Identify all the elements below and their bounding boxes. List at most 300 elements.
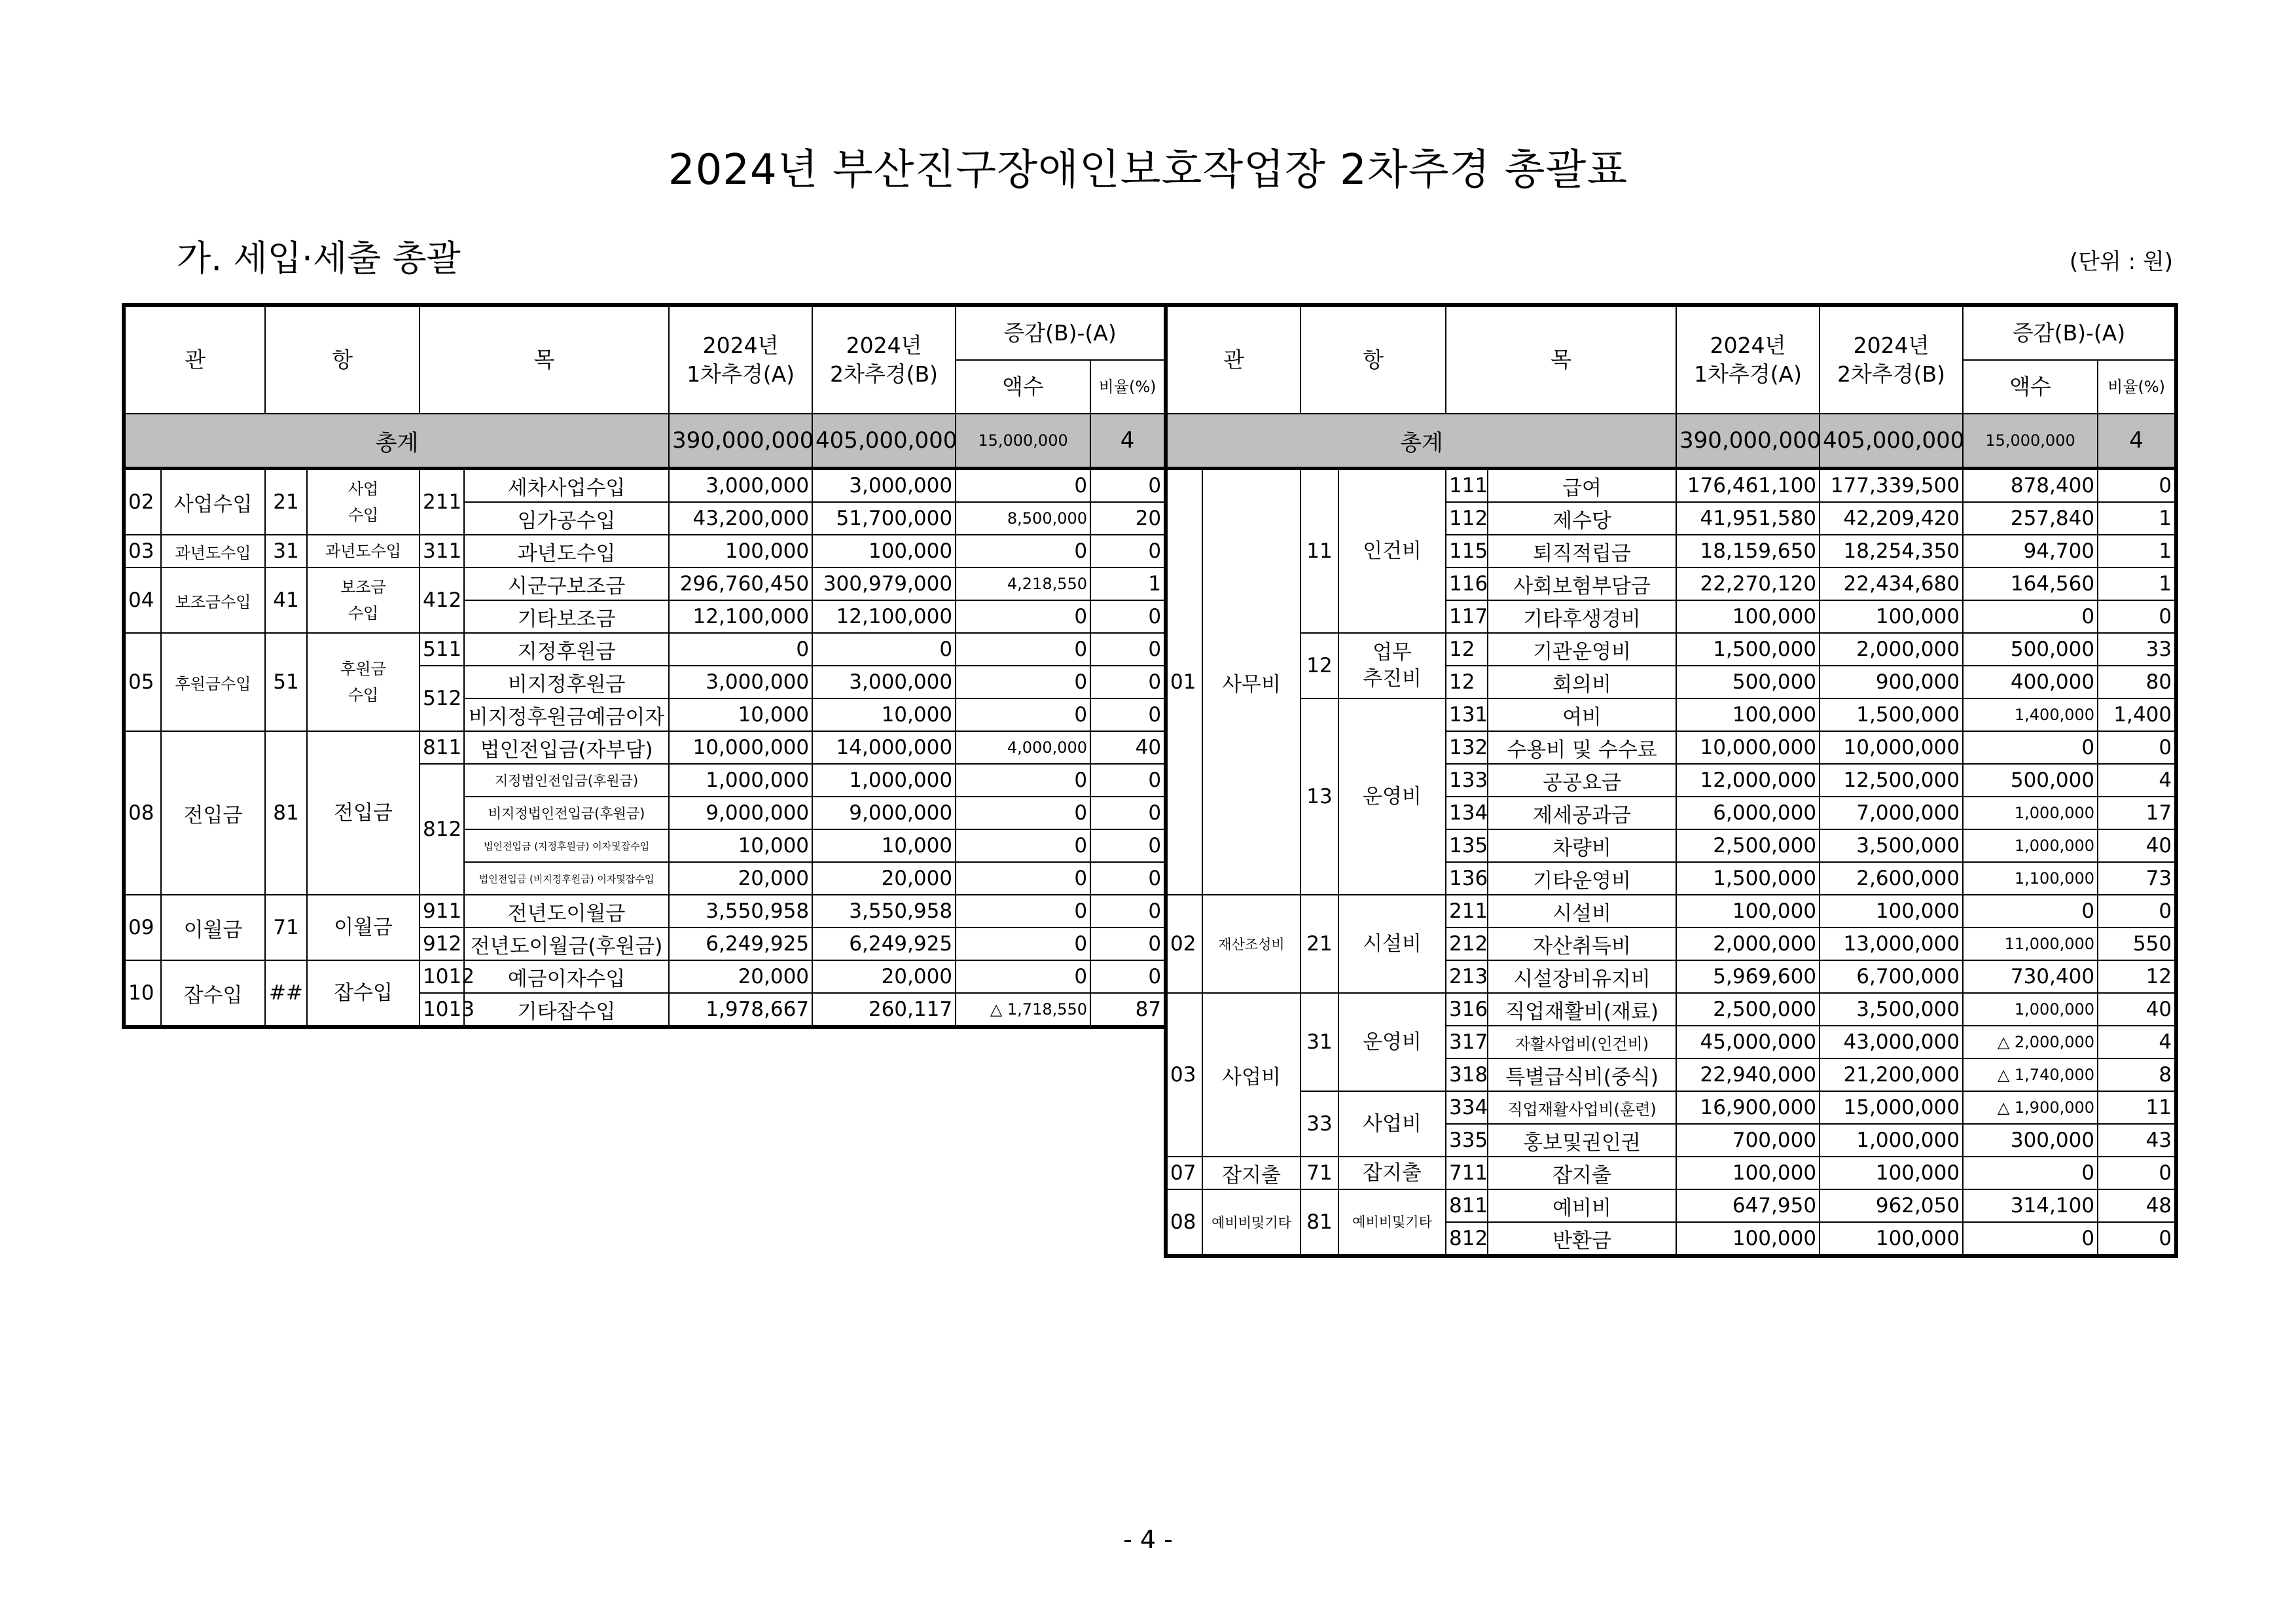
mok-name: 잡지출: [1488, 1157, 1676, 1189]
header-hang: 항: [265, 305, 420, 414]
diff-amount-cell: 0: [1963, 731, 2098, 764]
value-a: 10,000,000: [669, 731, 812, 764]
mok-name: 지정법인전입금(후원금): [464, 764, 669, 797]
value-b: 962,050: [1820, 1189, 1963, 1222]
value-b: 100,000: [1820, 1222, 1963, 1256]
value-a: 20,000: [669, 960, 812, 993]
value-b: 10,000: [812, 698, 956, 731]
value-b: 6,700,000: [1820, 960, 1963, 993]
hang-name: 사업 수입: [307, 469, 420, 535]
ratio: 0: [2098, 1222, 2176, 1256]
mok-name: 직업재활사업비(훈련): [1488, 1091, 1676, 1124]
ratio: 0: [2098, 1157, 2176, 1189]
ratio: 0: [1090, 469, 1166, 503]
diff-amount-cell: 0: [956, 698, 1090, 731]
value-a: 647,950: [1676, 1189, 1820, 1222]
diff-amount-cell: 0: [956, 469, 1090, 503]
value-b: 900,000: [1820, 666, 1963, 698]
table-row: [124, 469, 1166, 503]
value-a: 100,000: [1676, 1157, 1820, 1189]
diff-amount-cell: 0: [956, 535, 1090, 568]
ratio: 0: [1090, 928, 1166, 960]
diff-amount-cell: 0: [1963, 600, 2098, 633]
unit-label: (단위 : 원): [2069, 249, 2173, 275]
diff-amount-cell: 1,100,000: [1963, 862, 2098, 895]
value-a: 12,100,000: [669, 600, 812, 633]
mok-code: 134: [1446, 797, 1488, 829]
value-a: 1,500,000: [1676, 862, 1820, 895]
value-b: 2,000,000: [1820, 633, 1963, 666]
value-b: 10,000: [812, 829, 956, 862]
diff-amount-cell: 94,700: [1963, 535, 2098, 568]
hang-code: 33: [1300, 1091, 1338, 1157]
total-row: [1166, 414, 2176, 469]
ratio: 0: [1090, 895, 1166, 928]
mok-name: 기타후생경비: [1488, 600, 1676, 633]
value-b: 12,100,000: [812, 600, 956, 633]
mok-name: 시설비: [1488, 895, 1676, 928]
mok-code: 131: [1446, 698, 1488, 731]
hang-code: 11: [1300, 469, 1338, 634]
value-b: 100,000: [1820, 895, 1963, 928]
ratio: 1: [2098, 568, 2176, 600]
value-b: 12,500,000: [1820, 764, 1963, 797]
hang-code: 21: [1300, 895, 1338, 993]
mok-name: 수용비 및 수수료: [1488, 731, 1676, 764]
value-b: 7,000,000: [1820, 797, 1963, 829]
mok-code: 1012: [420, 960, 464, 993]
value-a: 3,550,958: [669, 895, 812, 928]
value-a: 41,951,580: [1676, 502, 1820, 535]
total-label: 총계: [1166, 414, 1676, 469]
value-a: 10,000: [669, 698, 812, 731]
mok-code: 316: [1446, 993, 1488, 1026]
hang-code: 31: [265, 535, 307, 568]
gwan-name: 잡수입: [161, 960, 265, 1027]
value-a: 1,500,000: [1676, 633, 1820, 666]
header-col-b: 2024년 2차추경(B): [1820, 305, 1963, 414]
table-row: [1166, 633, 2176, 666]
total-row: [124, 414, 1166, 469]
mok-name: 자활사업비(인건비): [1488, 1026, 1676, 1058]
hang-code: 31: [1300, 993, 1338, 1091]
value-b: 9,000,000: [812, 797, 956, 829]
diff-amount-cell: 4,218,550: [956, 568, 1090, 600]
value-a: 22,270,120: [1676, 568, 1820, 600]
value-b: 260,117: [812, 993, 956, 1027]
table-row: [1166, 895, 2176, 928]
ratio: 33: [2098, 633, 2176, 666]
mok-name: 기타운영비: [1488, 862, 1676, 895]
header-ratio: 비율(%): [2098, 360, 2176, 414]
table-row: [1166, 993, 2176, 1026]
header-ratio: 비율(%): [1090, 360, 1166, 414]
mok-name: 비지정법인전입금(후원금): [464, 797, 669, 829]
mok-name: 임가공수입: [464, 502, 669, 535]
hang-name: 시설비: [1338, 895, 1446, 993]
mok-name: 시설장비유지비: [1488, 960, 1676, 993]
value-a: 0: [669, 633, 812, 666]
value-b: 0: [812, 633, 956, 666]
header-diff: 증감(B)-(A): [1963, 305, 2176, 360]
gwan-code: 08: [124, 731, 161, 895]
ratio: 11: [2098, 1091, 2176, 1124]
table-row: [124, 535, 1166, 568]
ratio: 0: [1090, 797, 1166, 829]
hang-code: 81: [1300, 1189, 1338, 1256]
ratio: 0: [1090, 535, 1166, 568]
ratio: 40: [2098, 993, 2176, 1026]
gwan-name: 예비비및기타: [1202, 1189, 1300, 1256]
value-a: 100,000: [1676, 600, 1820, 633]
mok-name: 예금이자수입: [464, 960, 669, 993]
header-gwan: 관: [1166, 305, 1300, 414]
table-row: [124, 731, 1166, 764]
diff-amount-cell: 11,000,000: [1963, 928, 2098, 960]
mok-name: 세차사업수입: [464, 469, 669, 503]
ratio: 0: [1090, 600, 1166, 633]
value-b: 100,000: [1820, 600, 1963, 633]
diff-amount-cell: 400,000: [1963, 666, 2098, 698]
diff-amount-cell: 878,400: [1963, 469, 2098, 503]
gwan-name: 사업수입: [161, 469, 265, 535]
value-a: 100,000: [1676, 895, 1820, 928]
value-a: 43,200,000: [669, 502, 812, 535]
mok-code: 135: [1446, 829, 1488, 862]
value-b: 51,700,000: [812, 502, 956, 535]
mok-name: 기관운영비: [1488, 633, 1676, 666]
gwan-code: 09: [124, 895, 161, 960]
value-b: 13,000,000: [1820, 928, 1963, 960]
mok-code: 212: [1446, 928, 1488, 960]
diff-amount-cell: 1,000,000: [1963, 797, 2098, 829]
diff-amount-cell: 164,560: [1963, 568, 2098, 600]
value-b: 42,209,420: [1820, 502, 1963, 535]
mok-code: 511: [420, 633, 464, 666]
ratio: 8: [2098, 1058, 2176, 1091]
mok-name: 차량비: [1488, 829, 1676, 862]
mok-code: 812: [1446, 1222, 1488, 1256]
ratio: 0: [1090, 960, 1166, 993]
gwan-code: 02: [124, 469, 161, 535]
value-b: 43,000,000: [1820, 1026, 1963, 1058]
gwan-name: 사무비: [1202, 469, 1300, 895]
header-col-b: 2024년 2차추경(B): [812, 305, 956, 414]
gwan-code: 03: [124, 535, 161, 568]
hang-code: 51: [265, 633, 307, 731]
total-ratio: 4: [2098, 414, 2176, 469]
value-b: 3,550,958: [812, 895, 956, 928]
mok-code: 334: [1446, 1091, 1488, 1124]
ratio: 0: [1090, 666, 1166, 698]
section-title: 가. 세입·세출 총괄: [177, 238, 461, 279]
mok-code: 133: [1446, 764, 1488, 797]
diff-amount-cell: 0: [1963, 1222, 2098, 1256]
mok-code: 1013: [420, 993, 464, 1027]
mok-code: 911: [420, 895, 464, 928]
value-a: 12,000,000: [1676, 764, 1820, 797]
ratio: 1,400: [2098, 698, 2176, 731]
mok-code: 412: [420, 568, 464, 633]
mok-name: 퇴직적립금: [1488, 535, 1676, 568]
diff-amount-cell: 0: [1963, 1157, 2098, 1189]
table-row: [124, 895, 1166, 928]
header-col-a: 2024년 1차추경(A): [669, 305, 812, 414]
diff-amount-cell: 0: [956, 862, 1090, 895]
value-b: 1,000,000: [812, 764, 956, 797]
mok-code: 115: [1446, 535, 1488, 568]
table-row: [1166, 1157, 2176, 1189]
mok-name: 지정후원금: [464, 633, 669, 666]
gwan-name: 사업비: [1202, 993, 1300, 1157]
hang-name: 보조금 수입: [307, 568, 420, 633]
mok-name: 비지정후원금: [464, 666, 669, 698]
diff-amount-cell: 1,000,000: [1963, 829, 2098, 862]
mok-name: 비지정후원금예금이자: [464, 698, 669, 731]
mok-code: 512: [420, 666, 464, 731]
mok-code: 912: [420, 928, 464, 960]
diff-amount-cell: 257,840: [1963, 502, 2098, 535]
value-a: 10,000,000: [1676, 731, 1820, 764]
total-ratio: 4: [1090, 414, 1166, 469]
mok-name: 전년도이월금: [464, 895, 669, 928]
ratio: 0: [1090, 862, 1166, 895]
value-b: 1,000,000: [1820, 1124, 1963, 1157]
hang-name: 운영비: [1338, 993, 1446, 1091]
value-b: 20,000: [812, 862, 956, 895]
mok-name: 직업재활비(재료): [1488, 993, 1676, 1026]
value-a: 18,159,650: [1676, 535, 1820, 568]
diff-amount-cell: 300,000: [1963, 1124, 2098, 1157]
value-b: 14,000,000: [812, 731, 956, 764]
gwan-code: 08: [1166, 1189, 1202, 1256]
value-a: 100,000: [669, 535, 812, 568]
ratio: 87: [1090, 993, 1166, 1027]
mok-name: 제세공과금: [1488, 797, 1676, 829]
mok-code: 317: [1446, 1026, 1488, 1058]
mok-code: 112: [1446, 502, 1488, 535]
ratio: 80: [2098, 666, 2176, 698]
hang-code: 41: [265, 568, 307, 633]
header-hang: 항: [1300, 305, 1446, 414]
ratio: 0: [2098, 731, 2176, 764]
value-b: 177,339,500: [1820, 469, 1963, 503]
diff-amount-cell: 314,100: [1963, 1189, 2098, 1222]
gwan-name: 재산조성비: [1202, 895, 1300, 993]
hang-name: 이월금: [307, 895, 420, 960]
value-b: 3,000,000: [812, 469, 956, 503]
ratio: 48: [2098, 1189, 2176, 1222]
diff-amount-cell: △ 1,900,000: [1963, 1091, 2098, 1124]
hang-name: 사업비: [1338, 1091, 1446, 1157]
table-row: [124, 960, 1166, 993]
gwan-name: 과년도수입: [161, 535, 265, 568]
value-a: 500,000: [1676, 666, 1820, 698]
mok-name: 기타잡수입: [464, 993, 669, 1027]
table-row: [1166, 1189, 2176, 1222]
gwan-code: 03: [1166, 993, 1202, 1157]
diff-amount-cell: 500,000: [1963, 764, 2098, 797]
gwan-name: 후원금수입: [161, 633, 265, 731]
value-a: 16,900,000: [1676, 1091, 1820, 1124]
mok-name: 여비: [1488, 698, 1676, 731]
header-mok: 목: [420, 305, 669, 414]
header-col-a: 2024년 1차추경(A): [1676, 305, 1820, 414]
mok-code: 213: [1446, 960, 1488, 993]
gwan-code: 05: [124, 633, 161, 731]
hang-code: 81: [265, 731, 307, 895]
hang-name: 잡수입: [307, 960, 420, 1027]
value-a: 5,969,600: [1676, 960, 1820, 993]
mok-code: 211: [1446, 895, 1488, 928]
ratio: 0: [2098, 600, 2176, 633]
diff-amount-cell: 1,400,000: [1963, 698, 2098, 731]
gwan-code: 02: [1166, 895, 1202, 993]
mok-name: 공공요금: [1488, 764, 1676, 797]
diff-amount-cell: 4,000,000: [956, 731, 1090, 764]
mok-name: 특별급식비(중식): [1488, 1058, 1676, 1091]
mok-name: 법인전입금(자부담): [464, 731, 669, 764]
value-a: 176,461,100: [1676, 469, 1820, 503]
value-b: 20,000: [812, 960, 956, 993]
table-row: [124, 568, 1166, 600]
hang-code: 21: [265, 469, 307, 535]
value-a: 1,978,667: [669, 993, 812, 1027]
mok-code: 111: [1446, 469, 1488, 503]
ratio: 0: [1090, 633, 1166, 666]
value-a: 700,000: [1676, 1124, 1820, 1157]
diff-amount-cell: 0: [956, 829, 1090, 862]
diff-amount-cell: 0: [956, 666, 1090, 698]
value-a: 296,760,450: [669, 568, 812, 600]
value-b: 100,000: [1820, 1157, 1963, 1189]
mok-code: 811: [1446, 1189, 1488, 1222]
gwan-name: 이월금: [161, 895, 265, 960]
value-b: 1,500,000: [1820, 698, 1963, 731]
header-diff: 증감(B)-(A): [956, 305, 1166, 360]
mok-name: 회의비: [1488, 666, 1676, 698]
diff-amount-cell: 0: [956, 633, 1090, 666]
ratio: 1: [1090, 568, 1166, 600]
value-a: 2,500,000: [1676, 993, 1820, 1026]
hang-name: 인건비: [1338, 469, 1446, 634]
mok-code: 335: [1446, 1124, 1488, 1157]
mok-name: 시군구보조금: [464, 568, 669, 600]
value-b: 18,254,350: [1820, 535, 1963, 568]
mok-code: 711: [1446, 1157, 1488, 1189]
ratio: 12: [2098, 960, 2176, 993]
mok-name: 기타보조금: [464, 600, 669, 633]
hang-code: 71: [1300, 1157, 1338, 1189]
diff-amount-cell: △ 1,740,000: [1963, 1058, 2098, 1091]
value-b: 3,500,000: [1820, 829, 1963, 862]
diff-amount-cell: 0: [956, 960, 1090, 993]
value-b: 3,500,000: [1820, 993, 1963, 1026]
gwan-code: 01: [1166, 469, 1202, 895]
mok-code: 812: [420, 764, 464, 895]
mok-name: 전년도이월금(후원금): [464, 928, 669, 960]
gwan-name: 잡지출: [1202, 1157, 1300, 1189]
hang-code: 71: [265, 895, 307, 960]
ratio: 550: [2098, 928, 2176, 960]
diff-amount-cell: 0: [956, 600, 1090, 633]
value-b: 3,000,000: [812, 666, 956, 698]
diff-amount-cell: 0: [956, 895, 1090, 928]
ratio: 0: [2098, 469, 2176, 503]
mok-code: 132: [1446, 731, 1488, 764]
diff-amount-cell: 1,000,000: [1963, 993, 2098, 1026]
header-gwan: 관: [124, 305, 265, 414]
ratio: 1: [2098, 535, 2176, 568]
total-a: 390,000,000: [1676, 414, 1820, 469]
ratio: 40: [2098, 829, 2176, 862]
value-a: 10,000: [669, 829, 812, 862]
table-row: [1166, 1091, 2176, 1124]
value-b: 100,000: [812, 535, 956, 568]
gwan-code: 07: [1166, 1157, 1202, 1189]
page-number: - 4 -: [1123, 1525, 1173, 1554]
total-amount: 15,000,000: [956, 414, 1090, 469]
value-b: 6,249,925: [812, 928, 956, 960]
ratio: 4: [2098, 1026, 2176, 1058]
header-amount: 액수: [1963, 360, 2098, 414]
diff-amount-cell: 730,400: [1963, 960, 2098, 993]
mok-name: 홍보및권인권: [1488, 1124, 1676, 1157]
gwan-code: 10: [124, 960, 161, 1027]
total-b: 405,000,000: [1820, 414, 1963, 469]
diff-amount-cell: 0: [956, 764, 1090, 797]
ratio: 20: [1090, 502, 1166, 535]
mok-name: 예비비: [1488, 1189, 1676, 1222]
total-a: 390,000,000: [669, 414, 812, 469]
hang-name: 운영비: [1338, 698, 1446, 895]
revenue-table: [122, 303, 1168, 1029]
value-a: 2,500,000: [1676, 829, 1820, 862]
mok-name: 제수당: [1488, 502, 1676, 535]
value-a: 100,000: [1676, 698, 1820, 731]
ratio: 43: [2098, 1124, 2176, 1157]
hang-name: 예비비및기타: [1338, 1189, 1446, 1256]
diff-amount-cell: △ 2,000,000: [1963, 1026, 2098, 1058]
total-b: 405,000,000: [812, 414, 956, 469]
mok-code: 811: [420, 731, 464, 764]
value-b: 21,200,000: [1820, 1058, 1963, 1091]
hang-name: 후원금 수입: [307, 633, 420, 731]
table-row: [1166, 469, 2176, 503]
mok-code: 117: [1446, 600, 1488, 633]
total-label: 총계: [124, 414, 669, 469]
ratio: 4: [2098, 764, 2176, 797]
value-a: 6,000,000: [1676, 797, 1820, 829]
ratio: 73: [2098, 862, 2176, 895]
mok-code: 12: [1446, 633, 1488, 666]
mok-name: 법인전입금 (비지정후원금) 이자및잡수입: [464, 862, 669, 895]
gwan-name: 전입금: [161, 731, 265, 895]
mok-code: 311: [420, 535, 464, 568]
hang-code: ##: [265, 960, 307, 1027]
hang-name: 전입금: [307, 731, 420, 895]
mok-name: 과년도수입: [464, 535, 669, 568]
value-b: 15,000,000: [1820, 1091, 1963, 1124]
value-a: 9,000,000: [669, 797, 812, 829]
ratio: 17: [2098, 797, 2176, 829]
table-row: [1166, 698, 2176, 731]
mok-code: 136: [1446, 862, 1488, 895]
mok-code: 318: [1446, 1058, 1488, 1091]
hang-code: 12: [1300, 633, 1338, 698]
value-b: 300,979,000: [812, 568, 956, 600]
value-b: 10,000,000: [1820, 731, 1963, 764]
